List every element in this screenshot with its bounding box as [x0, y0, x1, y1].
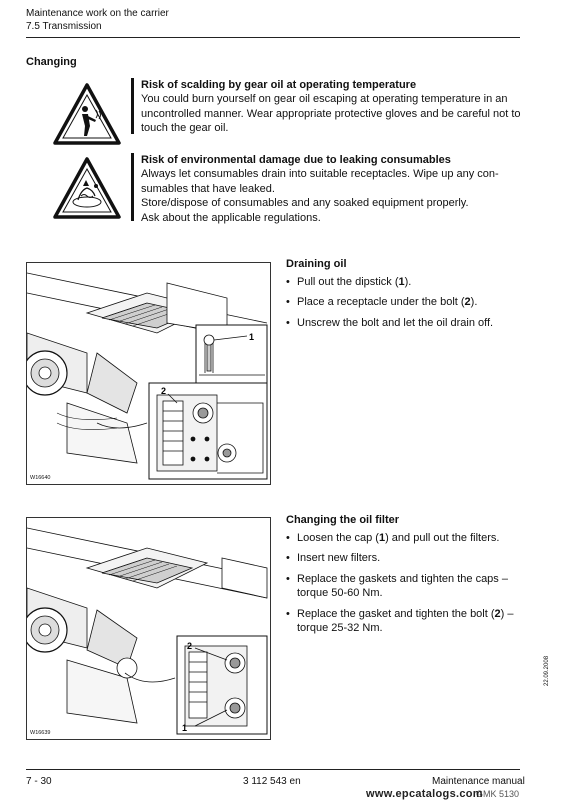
environmental-damage-warning-icon	[52, 156, 122, 220]
procedure-step: • Loosen the cap (1) and pull out the filters.	[286, 531, 526, 545]
procedure-changing-oil-filter	[286, 514, 526, 641]
warning-title: Risk of scalding by gear oil at operating temperature	[141, 79, 417, 91]
warning-line: sumables that have leaked.	[141, 182, 275, 195]
procedure-draining-oil	[286, 258, 526, 336]
warning-line: Always let consumables drain into suitable receptacles. Wipe up any con-	[141, 168, 499, 181]
procedure-step: • Unscrew the bolt and let the oil drain off.	[286, 316, 526, 330]
footer-page-number: 7 - 30	[26, 776, 52, 787]
footer-model: GMK 5130	[476, 789, 520, 799]
transmission-filter-illustration	[27, 518, 270, 739]
warning-body: You could burn yourself on gear oil escaping at operating temperature in an uncontrolled manner. Wear appropriate protective gloves and be careful not to touch the gear oil.	[141, 93, 521, 135]
callout-label: 2	[187, 641, 193, 651]
procedure-step: • Pull out the dipstick (1).	[286, 275, 526, 289]
warning-hot-oil	[141, 78, 526, 136]
footer-rule	[26, 769, 520, 770]
callout-label: 1	[182, 723, 188, 733]
procedure-title: Draining oil	[286, 258, 347, 270]
warning-bar-2	[131, 153, 134, 221]
warning-bar-1	[131, 78, 134, 134]
figure-changing-oil-filter	[26, 517, 271, 740]
procedure-step: • Insert new filters.	[286, 551, 526, 565]
side-date: 22.09.2008	[544, 655, 550, 686]
hot-surface-warning-icon	[52, 82, 122, 146]
figure-code: W16639	[30, 730, 51, 736]
callout-label: 1	[249, 332, 255, 342]
header-chapter: Maintenance work on the carrier	[26, 8, 169, 19]
figure-draining-oil	[26, 262, 271, 485]
watermark: www.epcatalogs.com	[366, 788, 483, 800]
figure-code: W16640	[30, 475, 51, 481]
header-rule	[26, 37, 520, 38]
footer-manual-title: Maintenance manual	[432, 776, 525, 787]
warning-title: Risk of environmental damage due to leaking consumables	[141, 154, 451, 166]
transmission-drain-illustration	[27, 263, 270, 484]
procedure-step: • Replace the gaskets and tighten the caps – torque 50-60 Nm.	[286, 572, 526, 601]
procedure-title: Changing the oil filter	[286, 514, 400, 526]
section-title: Changing	[26, 56, 77, 68]
callout-label: 2	[161, 386, 167, 396]
footer-doc-number: 3 112 543 en	[243, 776, 301, 787]
warning-line: Ask about the applicable regulations.	[141, 211, 321, 224]
procedure-step: • Replace the gasket and tighten the bolt (2) – torque 25-32 Nm.	[286, 607, 526, 636]
warning-line: Store/dispose of consumables and any soaked equipment properly.	[141, 197, 469, 210]
warning-environment	[141, 153, 526, 225]
header-section: 7.5 Transmission	[26, 21, 102, 32]
procedure-step: • Place a receptacle under the bolt (2).	[286, 295, 526, 309]
